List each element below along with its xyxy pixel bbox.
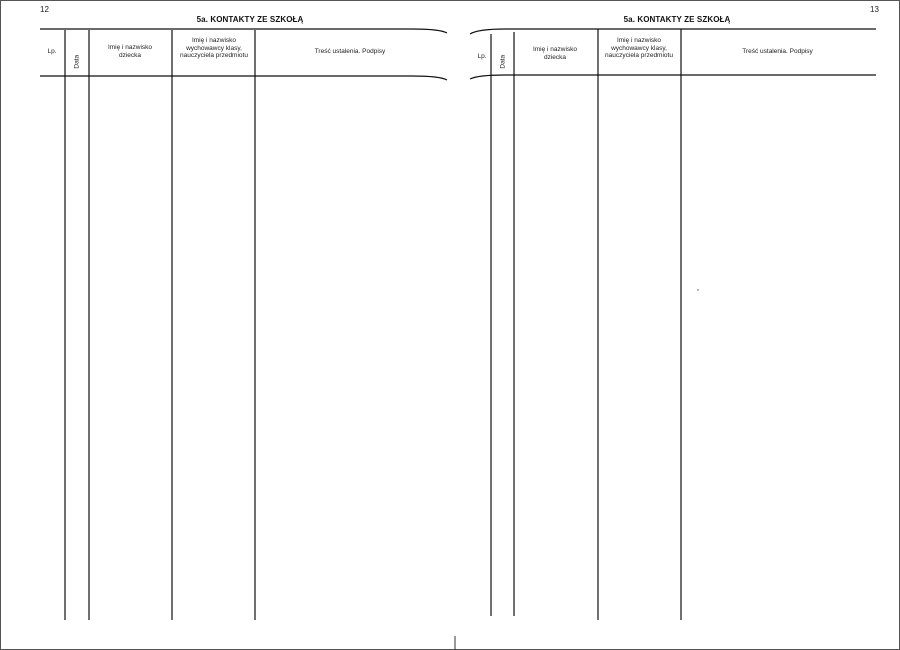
right-header-bottom-rule xyxy=(470,75,876,79)
header-lp-left: Lp. xyxy=(47,48,57,55)
header-content-right: Treść ustalenia. Podpisy xyxy=(742,48,813,55)
header-child-right: Imię i nazwisko dziecka xyxy=(532,46,578,61)
header-data-right: Data xyxy=(499,54,507,69)
header-content-left: Treść ustalenia. Podpisy xyxy=(314,48,386,55)
right-top-rule xyxy=(470,29,876,34)
page-number-left: 12 xyxy=(40,5,49,14)
left-top-rule xyxy=(40,29,447,33)
page-title-left: 5a. KONTAKTY ZE SZKOŁĄ xyxy=(196,15,304,24)
header-data-left: Data xyxy=(73,54,81,69)
header-teacher-right: Imię i nazwisko wychowawcy klasy, nauczyciela przedmiotu xyxy=(605,37,673,59)
speck xyxy=(697,289,698,290)
header-teacher-left: Imię i nazwisko wychowawcy klasy, nauczyciela przedmiotu xyxy=(180,37,248,59)
left-header-bottom-rule xyxy=(40,76,447,80)
header-child-left: Imię i nazwisko dziecka xyxy=(107,44,153,59)
page-title-right: 5a. KONTAKTY ZE SZKOŁĄ xyxy=(623,15,731,24)
page-number-right: 13 xyxy=(870,5,879,14)
header-lp-right: Lp. xyxy=(477,53,487,60)
